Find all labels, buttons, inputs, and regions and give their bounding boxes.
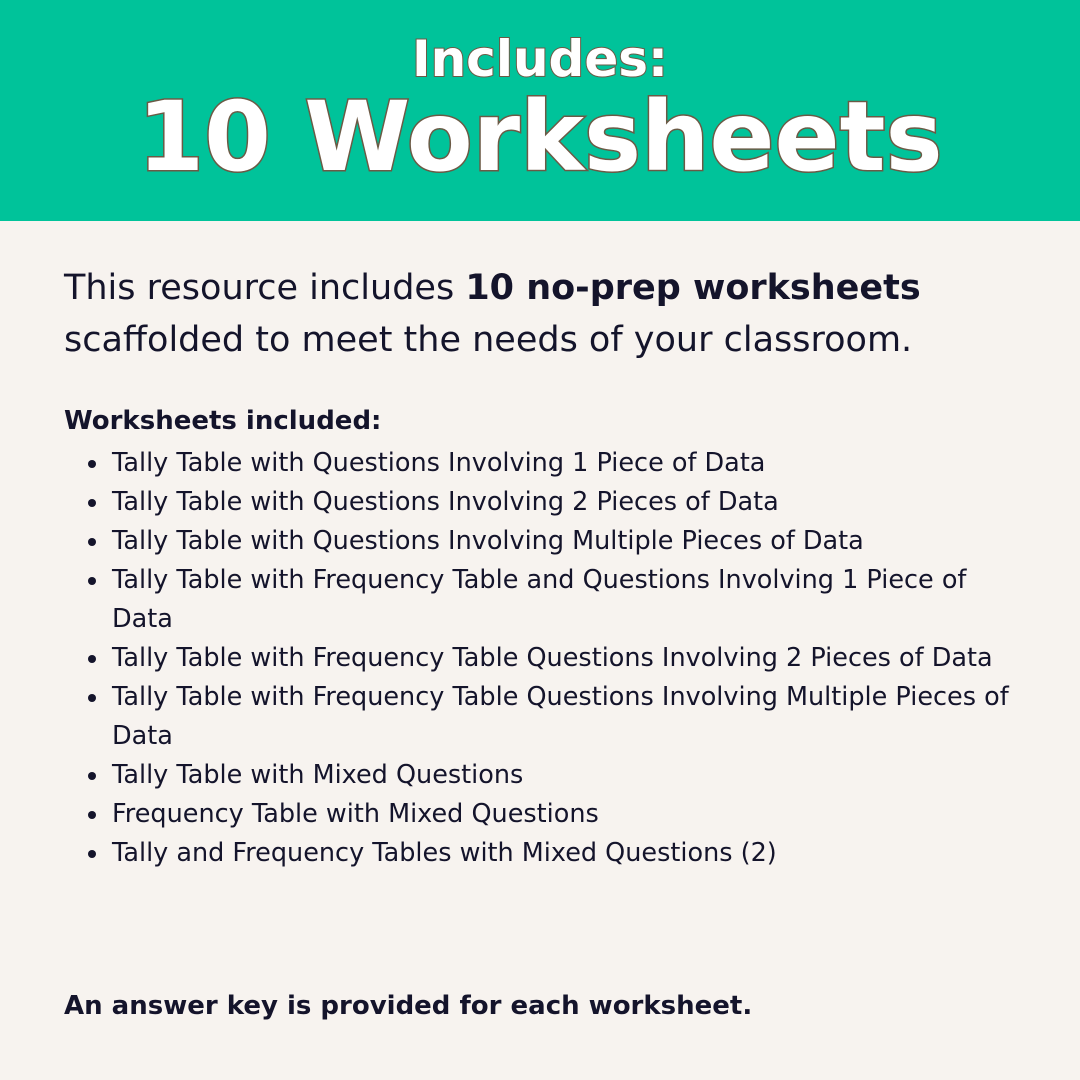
header-title: 10 Worksheets bbox=[137, 81, 943, 193]
intro-text-after: scaffolded to meet the needs of your classroom. bbox=[64, 320, 913, 360]
worksheets-heading: Worksheets included: bbox=[64, 406, 382, 436]
intro-paragraph bbox=[64, 262, 1024, 366]
list-item: Frequency Table with Mixed Questions bbox=[112, 795, 1012, 834]
list-item: Tally Table with Mixed Questions bbox=[112, 756, 1012, 795]
list-item: Tally Table with Questions Involving Multiple Pieces of Data bbox=[112, 522, 1012, 561]
list-item: Tally Table with Frequency Table Questions Involving 2 Pieces of Data bbox=[112, 639, 1012, 678]
list-item: Tally Table with Frequency Table Questions Involving Multiple Pieces of Data bbox=[112, 678, 1012, 756]
answer-key-note: An answer key is provided for each worksheet. bbox=[64, 991, 753, 1021]
worksheet-list bbox=[112, 444, 1012, 873]
list-item: Tally Table with Frequency Table and Questions Involving 1 Piece of Data bbox=[112, 561, 1012, 639]
header-subtitle: Includes: bbox=[411, 30, 669, 88]
header-banner bbox=[0, 0, 1080, 221]
list-item: Tally Table with Questions Involving 1 Piece of Data bbox=[112, 444, 1012, 483]
list-item: Tally Table with Questions Involving 2 Pieces of Data bbox=[112, 483, 1012, 522]
intro-text-before: This resource includes bbox=[64, 268, 466, 308]
intro-bold-text: 10 no-prep worksheets bbox=[465, 268, 921, 308]
list-item: Tally and Frequency Tables with Mixed Questions (2) bbox=[112, 834, 1012, 873]
